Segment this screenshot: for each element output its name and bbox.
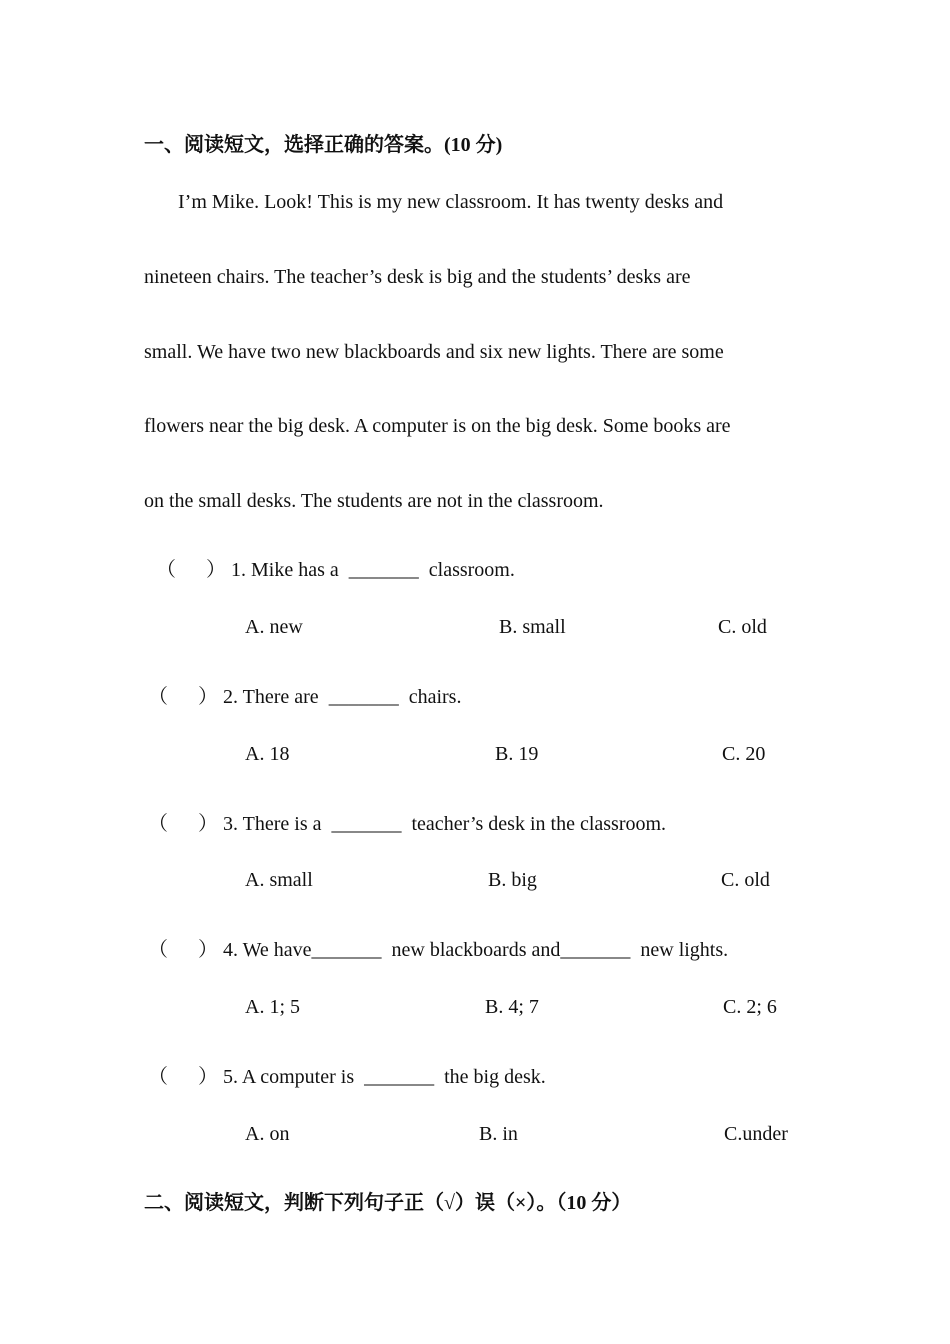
answer-paren-close: ） — [198, 1066, 218, 1088]
question-blank-2: _______ — [560, 939, 631, 961]
question-blank: _______ — [328, 686, 399, 708]
answer-paren-close: ） — [198, 813, 218, 835]
section-2-heading: 二、阅读短文，判断下列句子正（√）误（×）。（10 分） — [144, 1192, 632, 1214]
q2-option-a: A. 18 — [245, 743, 290, 765]
q5-option-b: B. in — [479, 1123, 518, 1145]
question-blank: _______ — [364, 1066, 435, 1088]
question-4 — [148, 933, 728, 962]
question-text-suffix: chairs. — [408, 686, 462, 708]
passage-line-1: I’m Mike. Look! This is my new classroom. It has twenty desks and — [178, 191, 724, 213]
answer-paren-close: ） — [206, 559, 226, 581]
question-text-prefix: 2. There are — [223, 686, 319, 708]
q5-option-c: C.under — [724, 1123, 788, 1145]
q4-option-c: C. 2; 6 — [723, 996, 777, 1018]
q1-option-c: C. old — [718, 616, 767, 638]
answer-paren-close: ） — [198, 686, 218, 708]
question-text-suffix: classroom. — [428, 559, 515, 581]
question-text-suffix: teacher’s desk in the classroom. — [411, 813, 667, 835]
q1-option-a: A. new — [245, 616, 303, 638]
q4-option-a: A. 1; 5 — [245, 996, 300, 1018]
question-text-suffix: the big desk. — [444, 1066, 546, 1088]
question-1 — [156, 553, 515, 582]
passage-line-5: on the small desks. The students are not in the classroom. — [144, 490, 604, 512]
q1-option-b: B. small — [499, 616, 566, 638]
passage-line-3: small. We have two new blackboards and six new lights. There are some — [144, 341, 724, 363]
answer-paren-open: （ — [148, 939, 168, 961]
q3-option-c: C. old — [721, 869, 770, 891]
question-3 — [148, 807, 666, 836]
question-text-middle: new blackboards and — [391, 939, 561, 961]
q3-option-a: A. small — [245, 869, 313, 891]
question-blank: _______ — [348, 559, 419, 581]
section-1-heading: 一、阅读短文，选择正确的答案。(10 分) — [144, 134, 503, 156]
question-5 — [148, 1060, 546, 1089]
question-text-prefix: 4. We have — [223, 939, 312, 961]
passage-line-4: flowers near the big desk. A computer is on the big desk. Some books are — [144, 415, 731, 437]
q2-option-b: B. 19 — [495, 743, 539, 765]
question-text-prefix: 5. A computer is — [223, 1066, 355, 1088]
answer-paren-open: （ — [156, 559, 176, 581]
question-text-prefix: 3. There is a — [223, 813, 322, 835]
q4-option-b: B. 4; 7 — [485, 996, 539, 1018]
question-blank: _______ — [311, 939, 382, 961]
question-text-suffix: new lights. — [640, 939, 729, 961]
answer-paren-open: （ — [148, 686, 168, 708]
question-text-prefix: 1. Mike has a — [231, 559, 339, 581]
answer-paren-open: （ — [148, 1066, 168, 1088]
q5-option-a: A. on — [245, 1123, 290, 1145]
answer-paren-open: （ — [148, 813, 168, 835]
question-2 — [148, 680, 461, 709]
passage-line-2: nineteen chairs. The teacher’s desk is big and the students’ desks are — [144, 266, 691, 288]
q3-option-b: B. big — [488, 869, 537, 891]
question-blank: _______ — [331, 813, 402, 835]
q2-option-c: C. 20 — [722, 743, 766, 765]
answer-paren-close: ） — [198, 939, 218, 961]
